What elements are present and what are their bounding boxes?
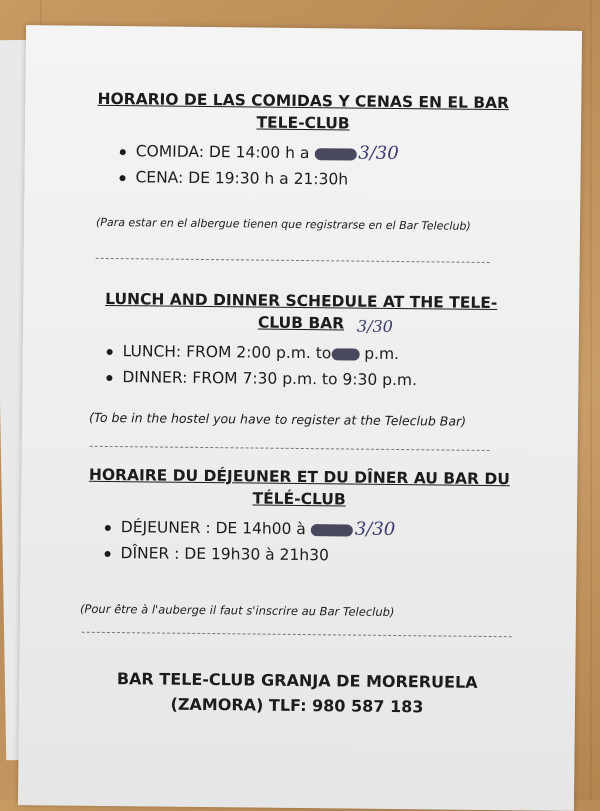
footer-name: BAR TELE-CLUB GRANJA DE MORERUELA	[116, 669, 478, 692]
french-section	[20, 463, 578, 621]
spanish-lunch-text: COMIDA: DE 14:00 h a	[135, 142, 315, 163]
english-heading	[83, 288, 519, 337]
spanish-list	[117, 138, 581, 195]
scribble-mark	[331, 348, 359, 360]
english-lunch-suffix: p.m.	[359, 344, 400, 364]
list-item	[117, 164, 580, 195]
schedule-sheet	[18, 25, 582, 811]
scribble-mark	[311, 524, 353, 536]
footer-phone: (ZAMORA) TLF: 980 587 183	[170, 694, 424, 717]
english-note: (To be in the hostel you have to register at the Teleclub Bar)	[88, 409, 467, 429]
spanish-note: (Para estar en el albergue tienen que registrarse en el Bar Teleclub)	[95, 215, 471, 233]
english-list	[104, 338, 579, 395]
table-grain	[590, 0, 592, 800]
english-section	[22, 287, 579, 430]
spanish-dinner-text: CENA: DE 19:30 h a 21:30h	[135, 168, 349, 189]
french-note: (Pour être à l'auberge il faut s'inscrire au Bar Teleclub)	[79, 601, 395, 619]
french-list	[102, 514, 577, 571]
list-item	[102, 540, 576, 571]
list-item	[104, 364, 578, 395]
divider	[96, 258, 490, 263]
spanish-heading: HORARIO DE LAS COMIDAS Y CENAS EN EL BAR TELE-CLUB	[97, 89, 510, 133]
spanish-section	[24, 87, 581, 234]
scribble-mark	[314, 148, 356, 160]
handwritten-time: 3/30	[356, 316, 394, 336]
footer	[19, 665, 575, 721]
french-heading: HORAIRE DU DÉJEUNER ET DU DÎNER AU BAR DU TÉLÉ-CLUB	[88, 465, 510, 509]
handwritten-time: 3/30	[358, 142, 399, 165]
french-dinner-text: DÎNER : DE 19h30 à 21h30	[120, 544, 329, 565]
english-lunch-text: LUNCH: FROM 2:00 p.m. to	[122, 342, 332, 363]
english-dinner-text: DINNER: FROM 7:30 p.m. to 9:30 p.m.	[122, 368, 418, 390]
handwritten-time: 3/30	[354, 518, 396, 541]
french-lunch-text: DÉJEUNER : DE 14h00 à	[120, 518, 311, 539]
english-heading-text: LUNCH AND DINNER SCHEDULE AT THE TELE-CLUB BAR	[105, 289, 498, 333]
divider	[82, 632, 512, 638]
divider	[90, 446, 490, 451]
